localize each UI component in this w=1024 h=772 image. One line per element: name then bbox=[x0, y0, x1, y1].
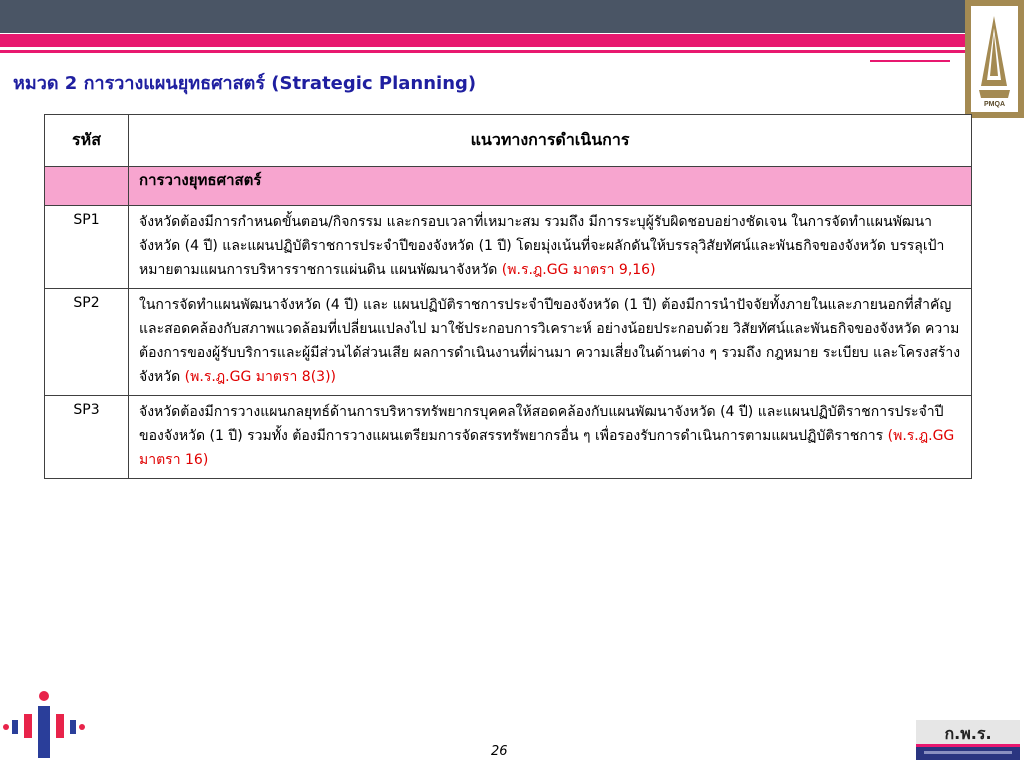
pmqa-emblem-icon bbox=[971, 6, 1018, 112]
top-bar bbox=[0, 0, 965, 33]
header-pink-accent bbox=[870, 60, 950, 62]
section-row bbox=[45, 167, 972, 206]
section-title: การวางยุทธศาสตร์ bbox=[129, 167, 972, 206]
header-pink-line bbox=[0, 50, 965, 53]
section-code-cell bbox=[45, 167, 129, 206]
table-row bbox=[45, 206, 972, 289]
pmqa-logo-text: PMQA bbox=[984, 101, 1005, 108]
pmqa-logo bbox=[965, 0, 1024, 118]
header-pink-band bbox=[0, 34, 965, 47]
row-text: จังหวัดต้องมีการกำหนดขั้นตอน/กิจกรรม และกรอบเวลาที่เหมาะสม รวมถึง มีการระบุผู้รับผิดชอบอย่างชัดเจน ในการจัดทำแผนพัฒนาจังหวัด (4 ปี) และแผนปฏิบัติราชการประจำปีของจังหวัด (1 ปี) โดยมุ่งเน้นที่จะผลักดันให้บรรลุวิสัยทัศน์และพันธกิจของจังหวัด บรรลุเป้าหมายตามแผนการบริหารราชการแผ่นดิน แผนพัฒนาจังหวัด bbox=[139, 214, 945, 278]
table-row bbox=[45, 289, 972, 396]
column-header-guideline: แนวทางการดำเนินการ bbox=[129, 115, 972, 167]
guideline-table bbox=[44, 114, 972, 479]
table-row bbox=[45, 396, 972, 479]
row-description bbox=[129, 396, 972, 479]
page-title: หมวด 2 การวางแผนยุทธศาสตร์ (Strategic Planning) bbox=[13, 73, 477, 94]
opdc-logo-text: ก.พ.ร. bbox=[944, 724, 992, 743]
row-reference: (พ.ร.ฎ.GG มาตรา 16) bbox=[139, 428, 955, 468]
row-code: SP3 bbox=[45, 396, 129, 479]
row-description bbox=[129, 289, 972, 396]
row-text: ในการจัดทำแผนพัฒนาจังหวัด (4 ปี) และ แผนปฏิบัติราชการประจำปีของจังหวัด (1 ปี) ต้องมีการนำปัจจัยทั้งภายในและภายนอกที่สำคัญและสอดคล้องกับสภาพแวดล้อมที่เปลี่ยนแปลงไป มาใช้ประกอบการวิเคราะห์ อย่างน้อยประกอบด้วย วิสัยทัศน์และพันธกิจของจังหวัด ความต้องการของผู้รับบริการและผู้มีส่วนได้ส่วนเสีย ผลการดำเนินงานที่ผ่านมา ความเสี่ยงในด้านต่าง ๆ รวมถึง กฎหมาย ระเบียบ และโครงสร้างจังหวัด bbox=[139, 297, 961, 385]
organization-emblem-icon bbox=[0, 688, 88, 768]
row-reference: (พ.ร.ฎ.GG มาตรา 9,16) bbox=[501, 262, 656, 278]
row-code: SP2 bbox=[45, 289, 129, 396]
pmqa-logo-panel bbox=[971, 6, 1018, 112]
table-header-row bbox=[45, 115, 972, 167]
row-description bbox=[129, 206, 972, 289]
page-number: 26 bbox=[491, 744, 508, 759]
opdc-logo bbox=[916, 720, 1020, 760]
row-text: จังหวัดต้องมีการวางแผนกลยุทธ์ด้านการบริหารทรัพยากรบุคคลให้สอดคล้องกับแผนพัฒนาจังหวัด (4 ปี) และแผนปฏิบัติราชการประจำปีของจังหวัด (1 ปี) รวมทั้ง ต้องมีการวางแผนเตรียมการจัดสรรทรัพยากรอื่น ๆ เพื่อรองรับการดำเนินการตามแผนปฏิบัติราชการ bbox=[139, 404, 944, 444]
row-code: SP1 bbox=[45, 206, 129, 289]
row-reference: (พ.ร.ฎ.GG มาตรา 8(3)) bbox=[184, 369, 336, 385]
organization-logo-left bbox=[0, 688, 88, 768]
opdc-logo-icon bbox=[916, 720, 1020, 760]
column-header-code: รหัส bbox=[45, 115, 129, 167]
